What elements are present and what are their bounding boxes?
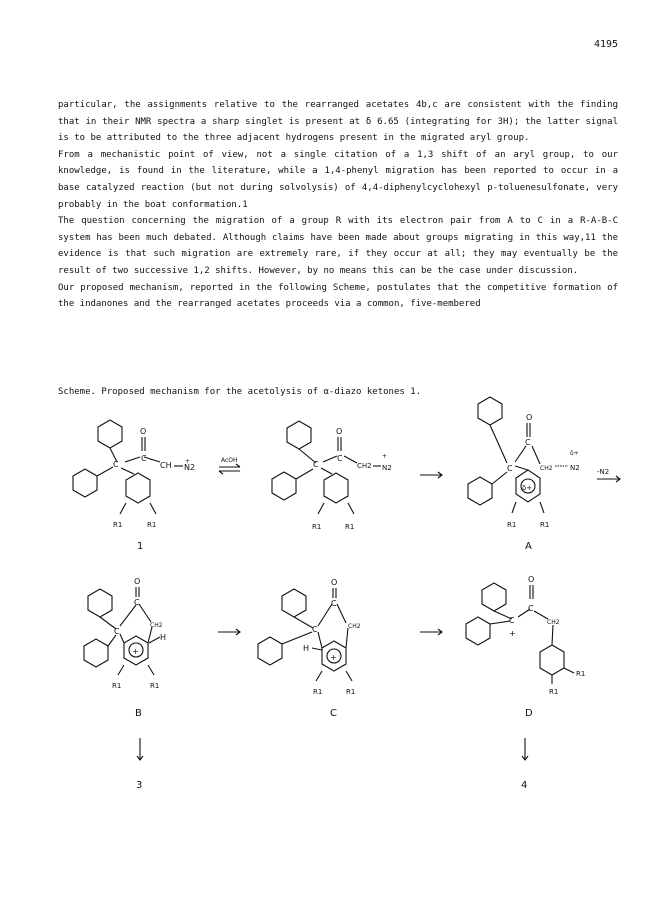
- atom-n2: N2: [570, 464, 580, 472]
- delta-plus: δ+: [570, 450, 579, 457]
- structure-1: [73, 420, 195, 529]
- structure-a: [468, 397, 580, 529]
- reagent-label: AcOH: [221, 457, 238, 464]
- paragraph: Our proposed mechanism, reported in the following Scheme, postulates that the competitive formation of the indanones and the rearranged acetates proceeds via a common, five-membered: [58, 282, 618, 310]
- atom-c: C: [528, 604, 534, 613]
- structure-diazonium: [272, 421, 392, 531]
- atom-plus: +: [132, 647, 139, 656]
- compound-label: A: [525, 541, 532, 552]
- atom-ch2: CH2: [357, 462, 372, 470]
- atom-r1: R1: [507, 521, 517, 529]
- atom-c: C: [509, 616, 515, 625]
- atom-ch2: CH2: [150, 622, 163, 629]
- compound-label: B: [135, 708, 142, 719]
- atom-r1: R1: [150, 682, 160, 690]
- atom-plus: +: [185, 458, 191, 465]
- equilibrium-arrows: [219, 457, 240, 474]
- atom-c: C: [313, 460, 319, 469]
- compound-label: C: [330, 708, 337, 719]
- atom-o: O: [140, 427, 147, 436]
- atom-c: C: [114, 627, 120, 636]
- atom-r1: R1: [312, 523, 322, 531]
- atom-r1: R1: [345, 523, 355, 531]
- atom-r1: R1: [346, 688, 356, 696]
- delta-plus: δ+: [522, 484, 533, 492]
- structure-d: [466, 575, 585, 696]
- compound-label: 4: [521, 780, 528, 791]
- atom-ch2: CH2: [348, 623, 361, 630]
- compound-label: 1: [137, 541, 144, 552]
- atom-r1: R1: [113, 521, 123, 529]
- compound-label: 3: [136, 780, 143, 791]
- atom-r1: R1: [549, 688, 559, 696]
- atom-c: C: [113, 460, 119, 469]
- atom-minus: –: [150, 455, 154, 464]
- atom-n2: N2: [382, 464, 392, 472]
- atom-r1: R1: [313, 688, 323, 696]
- atom-o: O: [528, 575, 535, 584]
- n2-elimination: -N2: [597, 468, 610, 476]
- atom-h: H: [303, 644, 310, 653]
- atom-r1: R1: [576, 670, 586, 678]
- scheme-caption: Scheme. Proposed mechanism for the acetolysis of α-diazo ketones 1.: [58, 387, 422, 397]
- atom-c: C: [141, 454, 147, 463]
- structure-b: [84, 577, 166, 690]
- atom-plus: +: [509, 629, 516, 638]
- atom-c: C: [312, 625, 318, 634]
- paragraph: particular, the assignments relative to the rearranged acetates 4b,c are consistent with the finding that in their NMR spectra a sharp singlet is present at δ 6.65 (integrating for 3H); the latter signal is to be attributed to the three adjacent hydrogens present in the migrated aryl group.: [58, 100, 618, 144]
- atom-c: C: [134, 598, 140, 607]
- atom-plus: +: [330, 653, 337, 662]
- atom-ch2: CH2: [547, 619, 560, 626]
- atom-c: C: [525, 438, 531, 447]
- atom-o: O: [526, 413, 533, 422]
- atom-n2: N2: [184, 463, 196, 472]
- structure-c: [258, 578, 361, 696]
- atom-o: O: [134, 577, 141, 586]
- atom-r1: R1: [112, 682, 122, 690]
- compound-label: D: [525, 708, 533, 719]
- atom-o: O: [336, 427, 343, 436]
- atom-plus: +: [382, 453, 388, 460]
- paragraph: From a mechanistic point of view, not a single citation of a 1,3 shift of an aryl group, to our knowledge, is found in the literature, while a 1,4-phenyl migration has been reported to occur in a base catalyzed reaction (but not during solvolysis) of 4,4-diphenylcyclohexyl p-toluenesulfonate, very probably in the boat conformation.1: [58, 149, 618, 210]
- atom-c: C: [337, 454, 343, 463]
- atom-r1: R1: [147, 521, 157, 529]
- page-number: 4195: [594, 39, 619, 50]
- atom-r1: R1: [540, 521, 550, 529]
- atom-ch: CH: [160, 461, 172, 470]
- atom-c: C: [331, 599, 337, 608]
- atom-c: C: [507, 464, 513, 473]
- paragraph: The question concerning the migration of a group R with its electron pair from A to C in a R-A-B-C system has been much debated. Although claims have been made about groups migrating in this way,11 the evidence is that such migration are extremely rare, if they occur at all; they may eventually be the result of two successive 1,2 shifts. However, by no means this can be the case under discussion.: [58, 216, 618, 276]
- atom-h: H: [160, 633, 167, 642]
- atom-o: O: [331, 578, 338, 587]
- atom-ch2: CH2: [540, 465, 553, 472]
